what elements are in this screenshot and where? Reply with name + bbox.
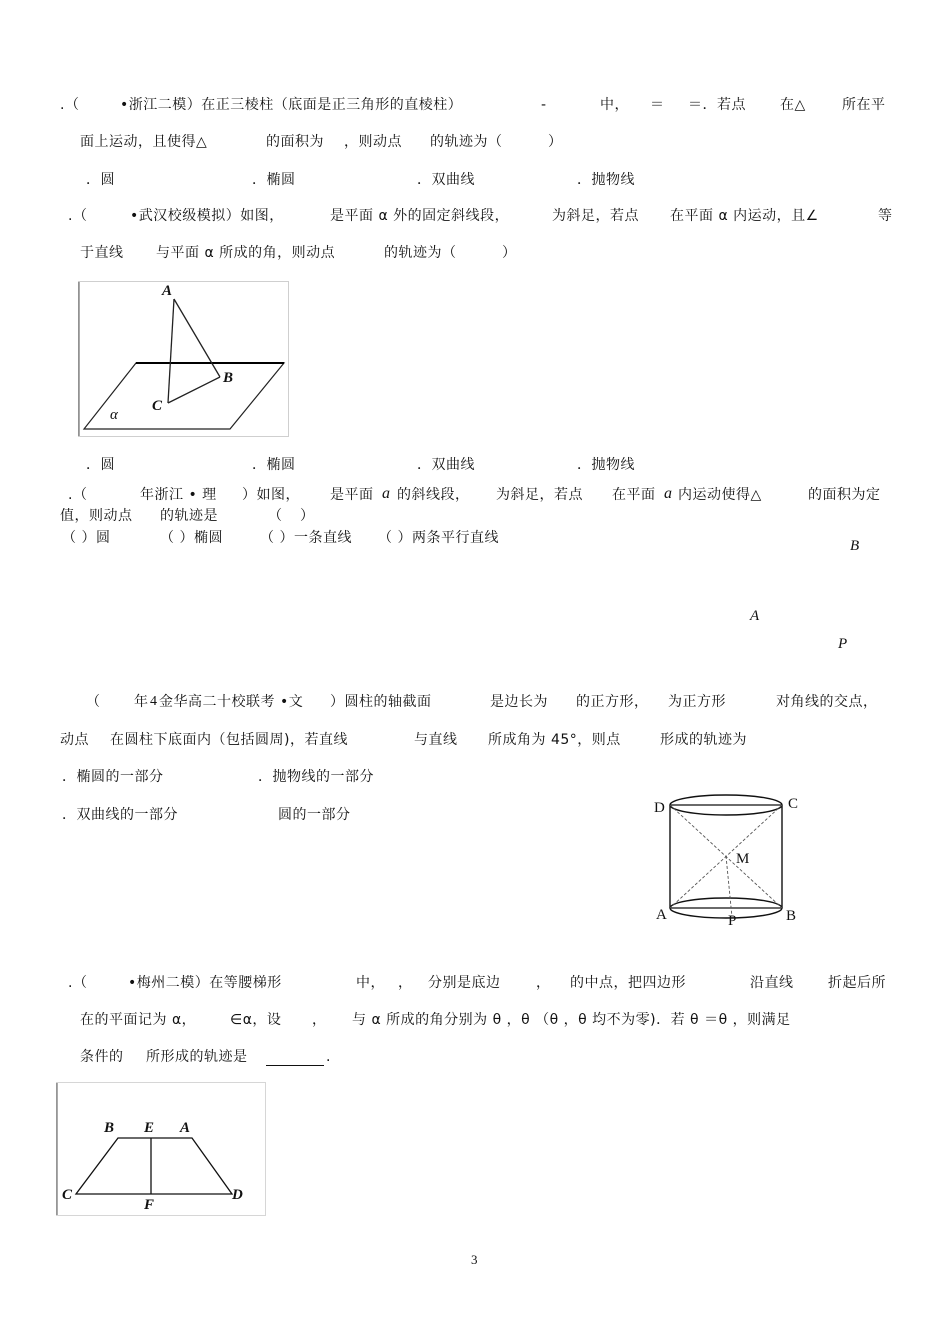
q3-line1-f: 的斜线段， (397, 487, 470, 503)
q3-line2-c: （ (268, 508, 283, 524)
q5-line1-c: 中， (356, 975, 385, 991)
q2-label-alpha: α (110, 407, 118, 423)
q3-line1-c: ）如图， (242, 487, 300, 503)
q5-line1-i: 折起后所 (828, 975, 886, 991)
q5-line3-b: 所形成的轨迹是 (146, 1049, 248, 1065)
q5-label-d: D (232, 1187, 243, 1203)
q5-line3-c: . (326, 1049, 331, 1065)
q2-option-b: ．椭圆 (252, 457, 296, 473)
q3-line1-k: 的面积为定 (808, 487, 881, 503)
q1-line1-f: ＝．若点 (688, 97, 746, 113)
q3-line1-i: a (664, 485, 673, 502)
q5-line1-d: ， (398, 975, 413, 991)
q1-option-a: ．圆 (86, 172, 115, 188)
q5-figure (56, 1082, 266, 1216)
q3-line1-h: 在平面 (612, 487, 656, 503)
q2-option-c: ．双曲线 (417, 457, 475, 473)
q1-line1-e: ＝ (650, 97, 665, 113)
q2-label-c: C (152, 398, 163, 414)
q4-label-d: D (654, 800, 665, 816)
q2-line2-b: 与平面 α 所成的角，则动点 (156, 245, 336, 261)
q3-line1-e: a (382, 485, 391, 502)
q3-line2-b: 的轨迹是 (160, 508, 218, 524)
q4-label-a: A (656, 907, 667, 923)
q2-line1-a: .（ (68, 208, 88, 224)
q5-line1-h: 沿直线 (750, 975, 794, 991)
q1-line2-c: ，则动点 (344, 134, 402, 150)
q4-line1-g: 的正方形， (576, 694, 649, 710)
q5-label-c: C (62, 1187, 73, 1203)
q3-option-c: （ ）一条直线 (260, 530, 352, 546)
q3-label-a: A (750, 608, 760, 624)
q4-label-b: B (786, 908, 797, 924)
q3-line1-a: .（ (68, 487, 88, 503)
q5-line1-f: ， (536, 975, 551, 991)
q4-line1-b: 年 (134, 694, 149, 710)
q5-answer-blank (266, 1048, 324, 1066)
q3-line1-g: 为斜足，若点 (496, 487, 583, 503)
q5-line1-a: .（ (68, 975, 88, 991)
q5-label-b: B (104, 1120, 115, 1136)
q4-line2-c: 与直线 (414, 732, 458, 748)
q2-line1-c: 是平面 α 外的固定斜线段， (330, 208, 510, 224)
q5-line2-d: 与 α 所成的角分别为 θ ，θ （θ ，θ 均不为零)．若 θ ＝θ ，则满足 (352, 1012, 791, 1028)
q4-line1-a: （ (86, 694, 101, 710)
page-number: 3 (471, 1252, 478, 1267)
q4-line1-i: 对角线的交点， (776, 694, 878, 710)
q1-option-b: ．椭圆 (252, 172, 296, 188)
q3-option-a: （ ）圆 (62, 530, 111, 546)
q4-label-m: M (736, 851, 750, 867)
q4-label-p: P (728, 913, 737, 929)
q3-line2-d: ） (300, 508, 315, 524)
q5-line2-c: ， (312, 1012, 327, 1028)
q1-line1-b: •浙江二模）在正三棱柱（底面是正三角形的直棱柱） (120, 97, 463, 113)
q4-label-c: C (788, 796, 799, 812)
q3-label-p: P (838, 636, 848, 652)
q2-line1-d: 为斜足，若点 (552, 208, 639, 224)
q3-label-b: B (850, 538, 860, 554)
q5-line1-g: 的中点，把四边形 (570, 975, 686, 991)
q5-line1-e: 分别是底边 (428, 975, 501, 991)
q1-option-c: ．双曲线 (417, 172, 475, 188)
q1-line2-a: 面上运动，且使得△ (80, 134, 208, 150)
q4-line1-h: 为正方形 (668, 694, 726, 710)
q1-line1-a: .（ (60, 97, 80, 113)
q2-label-a: A (162, 283, 173, 299)
q4-line1-c: 4 (150, 694, 158, 709)
q2-option-a: ．圆 (86, 457, 115, 473)
q1-line2-e: ） (548, 134, 563, 150)
q1-line1-d: 中， (600, 97, 629, 113)
q3-line1-d: 是平面 (330, 487, 374, 503)
q2-label-b: B (223, 370, 234, 386)
q4-option-a: ．椭圆的一部分 (62, 769, 164, 785)
q1-line1-c: - (541, 97, 547, 113)
q5-label-f: F (144, 1197, 155, 1213)
q2-line2-d: ） (502, 245, 517, 261)
q4-line1-d: 金华高二十校联考 •文 (159, 694, 304, 710)
q4-line2-b: 在圆柱下底面内（包括圆周)，若直线 (110, 732, 348, 748)
q4-line2-a: 动点 (60, 732, 89, 748)
q2-line2-a: 于直线 (80, 245, 124, 261)
q4-line2-d: 所成角为 45°，则点 (488, 732, 621, 748)
q4-option-d: 圆的一部分 (278, 807, 351, 823)
q4-option-b: ．抛物线的一部分 (258, 769, 374, 785)
q4-figure (652, 790, 812, 930)
q2-line1-e: 在平面 α 内运动，且∠ (670, 208, 819, 224)
q2-option-d: ．抛物线 (577, 457, 635, 473)
q5-line2-b: ∈α，设 (230, 1012, 282, 1028)
q1-line2-b: 的面积为 (266, 134, 324, 150)
q2-line1-b: •武汉校级模拟）如图， (130, 208, 284, 224)
q3-line1-b: 年浙江 • 理 (140, 487, 217, 503)
q5-line2-a: 在的平面记为 α， (80, 1012, 197, 1028)
q4-line1-e: ）圆柱的轴截面 (330, 694, 432, 710)
q3-line1-j: 内运动使得△ (678, 487, 762, 503)
q5-label-a: A (180, 1120, 191, 1136)
q1-option-d: ．抛物线 (577, 172, 635, 188)
q1-line1-g: 在△ (780, 97, 806, 113)
q4-option-c: ．双曲线的一部分 (62, 807, 178, 823)
q4-line1-f: 是边长为 (490, 694, 548, 710)
q3-option-d: （ ）两条平行直线 (378, 530, 499, 546)
q2-figure (78, 281, 290, 437)
q3-option-b: （ ）椭圆 (160, 530, 223, 546)
q2-line1-f: 等 (878, 208, 893, 224)
q5-line3-a: 条件的 (80, 1049, 124, 1065)
q3-line2-a: 值，则动点 (60, 508, 133, 524)
q4-line2-e: 形成的轨迹为 (660, 732, 747, 748)
q5-label-e: E (144, 1120, 155, 1136)
q1-line1-h: 所在平 (842, 97, 886, 113)
q5-line1-b: •梅州二模）在等腰梯形 (128, 975, 282, 991)
q1-line2-d: 的轨迹为（ (430, 134, 503, 150)
q2-line2-c: 的轨迹为（ (384, 245, 457, 261)
